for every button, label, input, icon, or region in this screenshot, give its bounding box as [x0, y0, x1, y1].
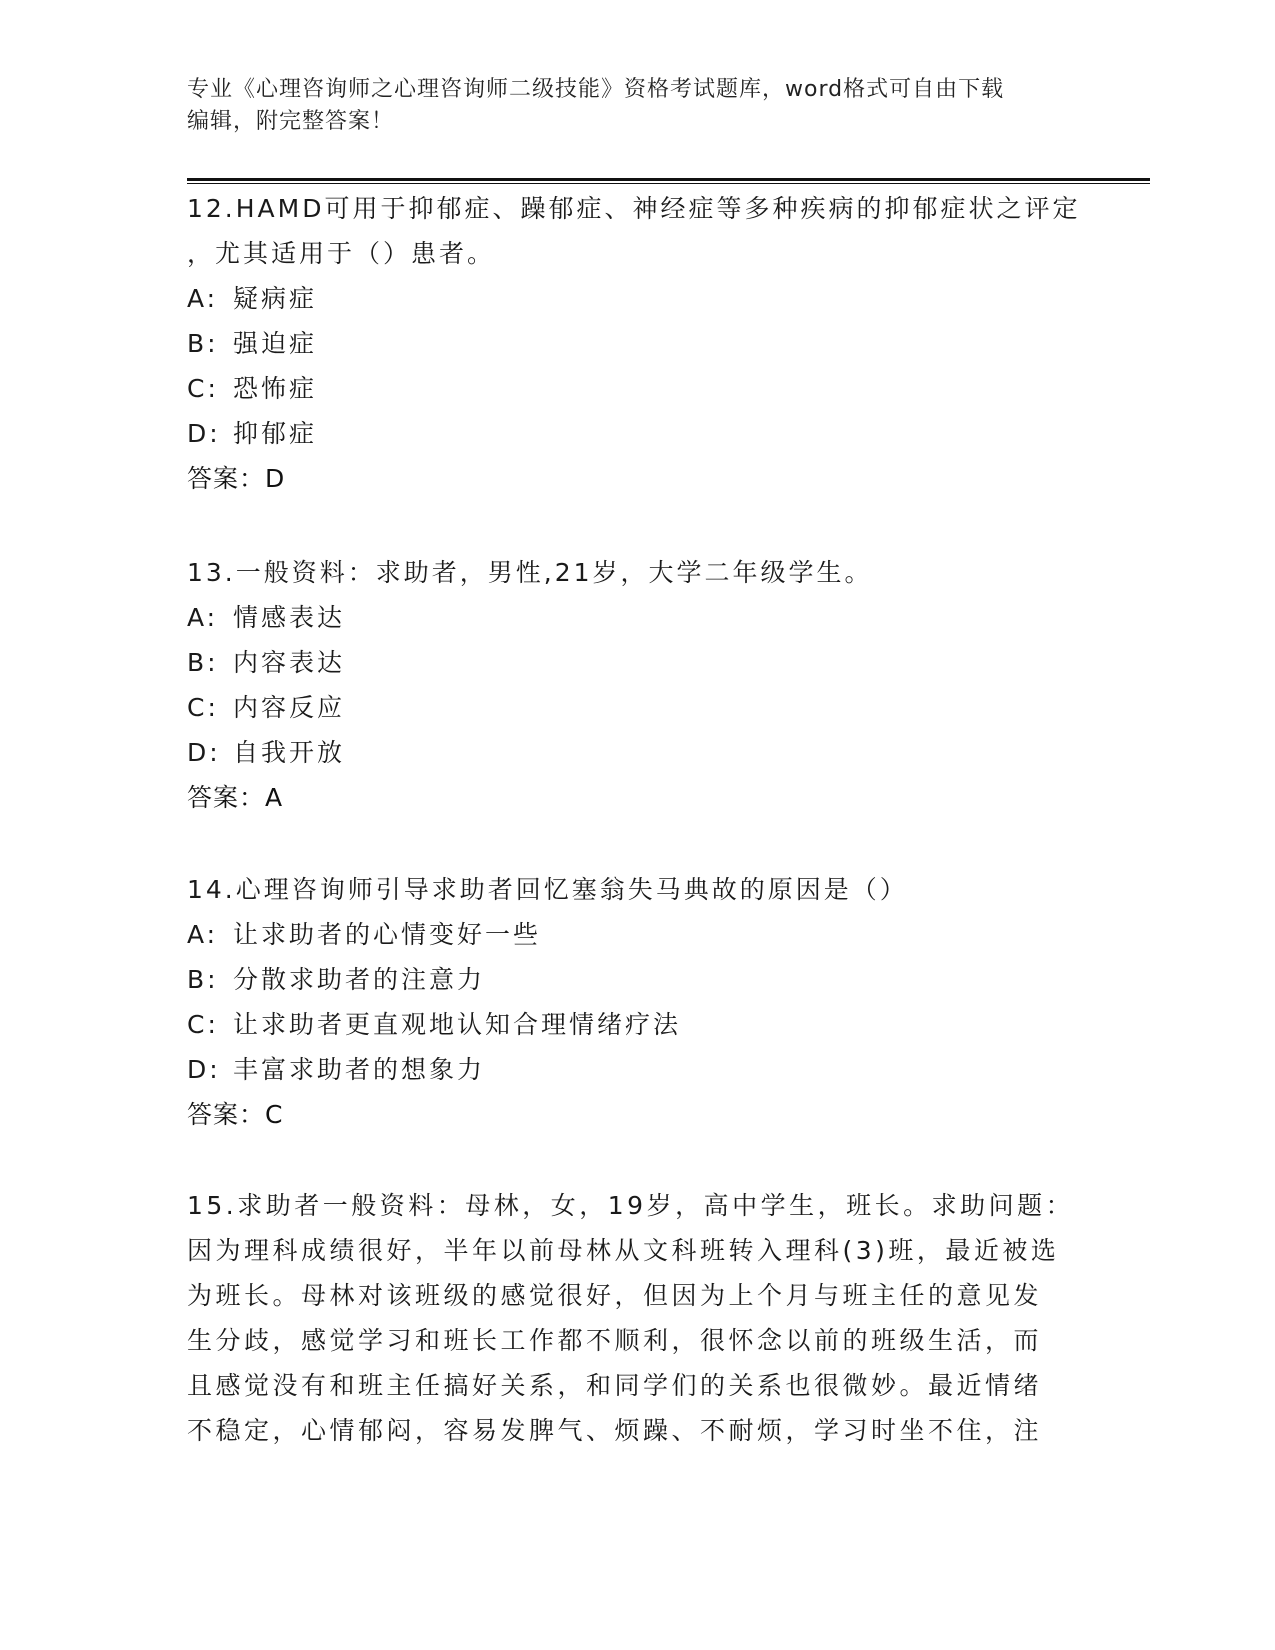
header-note [187, 74, 1067, 138]
option-text: 让求助者更直观地认知合理情绪疗法 [233, 1010, 682, 1039]
option-letter: B: [187, 965, 219, 994]
option-text: 内容反应 [233, 693, 346, 722]
option-letter: C: [187, 693, 219, 722]
question-13 [187, 550, 1087, 820]
option-text: 丰富求助者的想象力 [233, 1055, 486, 1084]
header-divider-thick [187, 178, 1150, 181]
option-c [187, 685, 1087, 730]
option-text: 恐怖症 [233, 374, 318, 403]
option-d [187, 730, 1087, 775]
question-15 [187, 1183, 1087, 1453]
option-letter: D: [187, 738, 221, 767]
question-stem-line: 13.一般资料：求助者，男性,21岁，大学二年级学生。 [187, 558, 873, 587]
question-stem-line: 为班长。母林对该班级的感觉很好，但因为上个月与班主任的意见发 [187, 1281, 1043, 1310]
option-a [187, 912, 1087, 957]
option-d [187, 1047, 1087, 1092]
option-text: 自我开放 [233, 738, 346, 767]
question-stem-line: 15.求助者一般资料：母林，女，19岁，高中学生，班长。求助问题： [187, 1191, 1075, 1220]
option-b [187, 640, 1087, 685]
option-letter: A: [187, 603, 219, 632]
option-letter: D: [187, 1055, 221, 1084]
header-divider-thin [187, 183, 1150, 184]
question-14 [187, 867, 1087, 1137]
answer-line: 答案：A [187, 783, 284, 812]
option-text: 抑郁症 [233, 419, 318, 448]
option-text: 内容表达 [233, 648, 346, 677]
option-c [187, 366, 1087, 411]
option-text: 让求助者的心情变好一些 [233, 920, 542, 949]
option-letter: C: [187, 374, 219, 403]
option-d [187, 411, 1087, 456]
question-stem-line: 生分歧，感觉学习和班长工作都不顺利，很怀念以前的班级生活，而 [187, 1326, 1043, 1355]
option-letter: A: [187, 920, 219, 949]
question-12 [187, 186, 1087, 501]
question-stem-line: ，尤其适用于（）患者。 [187, 239, 496, 268]
question-stem-line: 12.HAMD可用于抑郁症、躁郁症、神经症等多种疾病的抑郁症状之评定 [187, 194, 1081, 223]
option-letter: B: [187, 329, 219, 358]
option-letter: A: [187, 284, 219, 313]
option-b [187, 957, 1087, 1002]
option-letter: B: [187, 648, 219, 677]
option-text: 疑病症 [233, 284, 318, 313]
option-c [187, 1002, 1087, 1047]
option-text: 情感表达 [233, 603, 346, 632]
question-stem-line: 不稳定，心情郁闷，容易发脾气、烦躁、不耐烦，学习时坐不住，注 [187, 1416, 1043, 1445]
header-line-2: 编辑，附完整答案！ [187, 109, 395, 134]
option-b [187, 321, 1087, 366]
option-text: 强迫症 [233, 329, 318, 358]
option-letter: C: [187, 1010, 219, 1039]
answer-line: 答案：D [187, 464, 286, 493]
option-a [187, 595, 1087, 640]
question-stem-line: 因为理科成绩很好，半年以前母林从文科班转入理科(3)班，最近被选 [187, 1236, 1060, 1265]
question-stem-line: 14.心理咨询师引导求助者回忆塞翁失马典故的原因是（） [187, 875, 908, 904]
option-text: 分散求助者的注意力 [233, 965, 486, 994]
answer-line: 答案：C [187, 1100, 284, 1129]
option-a [187, 276, 1087, 321]
header-line-1: 专业《心理咨询师之心理咨询师二级技能》资格考试题库，word格式可自由下载 [187, 77, 1005, 102]
option-letter: D: [187, 419, 221, 448]
question-stem-line: 且感觉没有和班主任搞好关系，和同学们的关系也很微妙。最近情绪 [187, 1371, 1043, 1400]
